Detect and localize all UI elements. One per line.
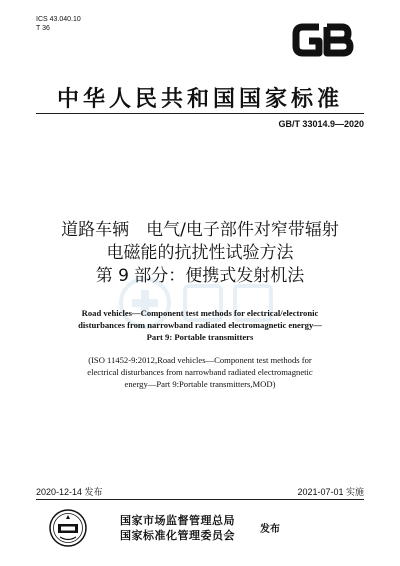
iso-reference-line-1: (ISO 11452-9:2012,Road vehicles—Component test methods for bbox=[88, 355, 312, 365]
ccs-code: T 36 bbox=[36, 25, 50, 32]
issuer-seal-icon bbox=[48, 508, 88, 548]
title-en-line-2: disturbances from narrowband radiated electromagnetic energy— bbox=[78, 320, 322, 330]
title-cn-line-3: 第 9 部分：便携式发射机法 bbox=[95, 266, 305, 286]
iso-reference-line-2: electrical disturbances from narrowband radiated electromagnetic bbox=[87, 367, 313, 377]
issuer-samr: 国家市场监督管理总局 bbox=[120, 514, 235, 527]
issuer-sac: 国家标准化管理委员会 bbox=[120, 529, 235, 542]
title-en-line-3: Part 9: Portable transmitters bbox=[146, 332, 254, 342]
footer-divider bbox=[36, 499, 364, 500]
classification-codes bbox=[36, 15, 81, 33]
publish-date: 2020-12-14 发布 bbox=[36, 487, 103, 497]
title-en-line-1: Road vehicles—Component test methods for electrical/electronic bbox=[81, 308, 319, 318]
gb-logo bbox=[291, 20, 355, 60]
issue-label: 发布 bbox=[260, 524, 280, 535]
national-standard-heading: 中华人民共和国国家标准 bbox=[56, 86, 343, 112]
ics-code: ICS 43.040.10 bbox=[36, 16, 81, 23]
title-cn-line-1: 道路车辆 电气/电子部件对窄带辐射 bbox=[61, 220, 339, 240]
header-divider bbox=[36, 113, 364, 114]
title-cn-line-2: 电磁能的抗扰性试验方法 bbox=[106, 243, 294, 263]
iso-reference-line-3: energy—Part 9:Portable transmitters,MOD) bbox=[124, 379, 276, 389]
implement-date: 2021-07-01 实施 bbox=[297, 487, 364, 497]
standard-number: GB/T 33014.9—2020 bbox=[278, 119, 364, 129]
